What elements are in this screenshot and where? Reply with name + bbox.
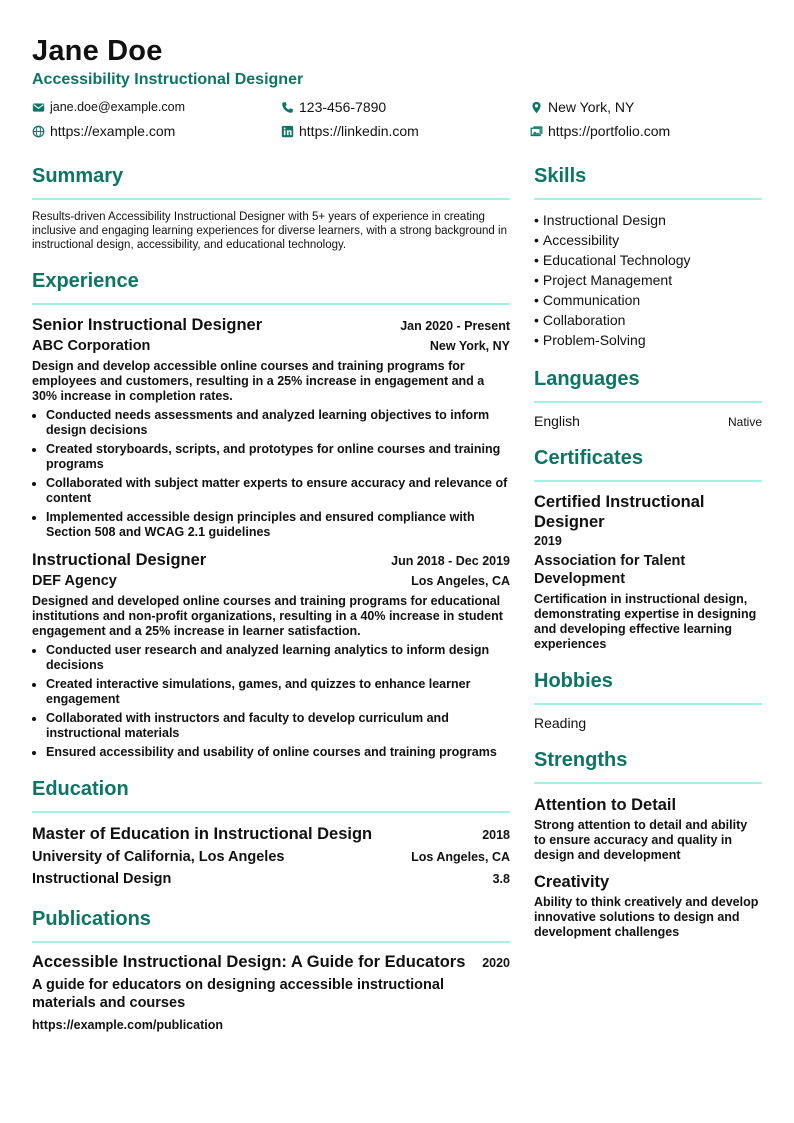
list-item: • Collaborated with instructors and faculty to develop curriculum and instructional materials xyxy=(46,711,510,741)
section-heading: Hobbies xyxy=(534,670,613,692)
contact-info xyxy=(32,98,762,141)
contact-location xyxy=(530,98,762,117)
strengths-section xyxy=(534,747,762,940)
globe-icon xyxy=(32,125,45,138)
publication-year: 2020 xyxy=(482,956,510,970)
candidate-name: Jane Doe xyxy=(32,35,163,67)
phone-text: 123-456-7890 xyxy=(299,99,387,115)
job-location: New York, NY xyxy=(429,339,510,353)
certificate-issuer: Association for Talent Development xyxy=(534,553,686,587)
strength-description: Ability to think creatively and develop innovative solutions to design and development challenges xyxy=(534,895,759,939)
certificate-date: 2019 xyxy=(534,534,562,548)
job-entry xyxy=(32,315,510,540)
job-entry xyxy=(32,550,510,760)
list-item: • Communication xyxy=(534,290,762,310)
list-item: • Conducted needs assessments and analyzed learning objectives to inform design decisions xyxy=(46,408,510,438)
section-heading: Publications xyxy=(32,908,151,930)
website-link[interactable]: https://example.com xyxy=(50,123,176,139)
section-heading: Skills xyxy=(534,165,587,187)
side-column xyxy=(534,163,762,1048)
school-location: Los Angeles, CA xyxy=(411,850,510,864)
linkedin-icon xyxy=(281,125,294,138)
skills-list xyxy=(534,210,762,350)
language-level: Native xyxy=(727,415,762,429)
company-name: ABC Corporation xyxy=(32,338,151,354)
section-divider xyxy=(534,480,762,482)
section-heading: Strengths xyxy=(534,749,628,771)
publications-section xyxy=(32,906,510,1032)
list-item: • Conducted user research and analyzed learning analytics to inform design decisions xyxy=(46,643,510,673)
summary-section xyxy=(32,163,510,252)
email-icon xyxy=(32,101,45,114)
job-title: Instructional Designer xyxy=(32,551,207,569)
portfolio-icon xyxy=(530,125,543,138)
publication-title: Accessible Instructional Design: A Guide for Educators xyxy=(32,953,466,971)
contact-linkedin[interactable] xyxy=(281,122,530,141)
list-item: • Created storyboards, scripts, and prototypes for online courses and training programs xyxy=(46,442,510,472)
main-column xyxy=(32,163,510,1048)
strength-name: Creativity xyxy=(534,873,610,891)
job-highlights xyxy=(32,643,510,760)
job-description: Designed and developed online courses and training programs for educational institutions and non-profit organizations, resulting in a 40% increase in student engagement and a 25% increase in learner satisfaction. xyxy=(32,594,503,638)
phone-icon xyxy=(281,101,294,114)
hobbies-section xyxy=(534,668,762,731)
section-heading: Education xyxy=(32,778,129,800)
section-divider xyxy=(32,303,510,305)
list-item: • Educational Technology xyxy=(534,250,762,270)
job-date: Jun 2018 - Dec 2019 xyxy=(391,554,510,568)
list-item: • Project Management xyxy=(534,270,762,290)
list-item: • Ensured accessibility and usability of online courses and training programs xyxy=(46,745,510,760)
list-item: • Implemented accessible design principles and ensured compliance with Section 508 and WCAG 2.1 guidelines xyxy=(46,510,510,540)
summary-text: Results-driven Accessibility Instructional Designer with 5+ years of experience in creating inclusive and engaging learning experiences for diverse learners, with a strong background in instructional design, accessibility, and educational technology. xyxy=(32,211,507,251)
languages-section xyxy=(534,366,762,429)
publication-description: A guide for educators on designing accessible instructional materials and courses xyxy=(32,977,444,1011)
location-pin-icon xyxy=(530,101,543,114)
list-item: • Instructional Design xyxy=(534,210,762,230)
certificate-name: Certified Instructional Designer xyxy=(534,493,705,531)
section-divider xyxy=(32,941,510,943)
skills-section xyxy=(534,163,762,350)
job-highlights xyxy=(32,408,510,540)
section-heading: Experience xyxy=(32,270,139,292)
job-description: Design and develop accessible online courses and training programs for employees and customers, resulting in a 25% increase in engagement and a 30% increase in completion rates. xyxy=(32,359,485,403)
section-heading: Summary xyxy=(32,165,124,187)
gpa: 3.8 xyxy=(492,872,510,886)
section-divider xyxy=(534,703,762,705)
school-name: University of California, Los Angeles xyxy=(32,849,285,865)
list-item: • Collaborated with subject matter experts to ensure accuracy and relevance of content xyxy=(46,476,510,506)
portfolio-link[interactable]: https://portfolio.com xyxy=(548,123,671,139)
list-item: • Problem-Solving xyxy=(534,330,762,350)
experience-section xyxy=(32,268,510,760)
section-divider xyxy=(534,401,762,403)
candidate-title: Accessibility Instructional Designer xyxy=(32,71,304,88)
list-item: • Created interactive simulations, games, and quizzes to enhance learner engagement xyxy=(46,677,510,707)
contact-email[interactable] xyxy=(32,98,281,117)
section-heading: Languages xyxy=(534,368,640,390)
contact-website[interactable] xyxy=(32,122,281,141)
field-of-study: Instructional Design xyxy=(32,871,172,887)
language-name: English xyxy=(534,413,580,429)
certificates-section xyxy=(534,445,762,652)
job-date: Jan 2020 - Present xyxy=(400,319,510,333)
company-name: DEF Agency xyxy=(32,573,117,589)
linkedin-link[interactable]: https://linkedin.com xyxy=(299,123,419,139)
strength-description: Strong attention to detail and ability to ensure accuracy and quality in design and development xyxy=(534,818,748,862)
list-item: • Collaboration xyxy=(534,310,762,330)
email-text: jane.doe@example.com xyxy=(50,100,185,114)
location-text: New York, NY xyxy=(548,99,635,115)
graduation-year: 2018 xyxy=(482,828,510,842)
certificate-description: Certification in instructional design, demonstrating expertise in designing and developing effective learning experiences xyxy=(534,592,757,651)
strength-name: Attention to Detail xyxy=(534,796,677,814)
hobby-item: Reading xyxy=(534,715,587,731)
section-divider xyxy=(32,198,510,200)
language-entry xyxy=(534,413,762,429)
contact-phone[interactable] xyxy=(281,98,530,117)
section-divider xyxy=(534,782,762,784)
job-title: Senior Instructional Designer xyxy=(32,316,263,334)
publication-link[interactable]: https://example.com/publication xyxy=(32,1018,223,1032)
contact-portfolio[interactable] xyxy=(530,122,762,141)
section-divider xyxy=(32,811,510,813)
section-heading: Certificates xyxy=(534,447,643,469)
section-divider xyxy=(534,198,762,200)
degree: Master of Education in Instructional Design xyxy=(32,825,373,843)
job-location: Los Angeles, CA xyxy=(411,574,510,588)
list-item: • Accessibility xyxy=(534,230,762,250)
education-section xyxy=(32,776,510,890)
